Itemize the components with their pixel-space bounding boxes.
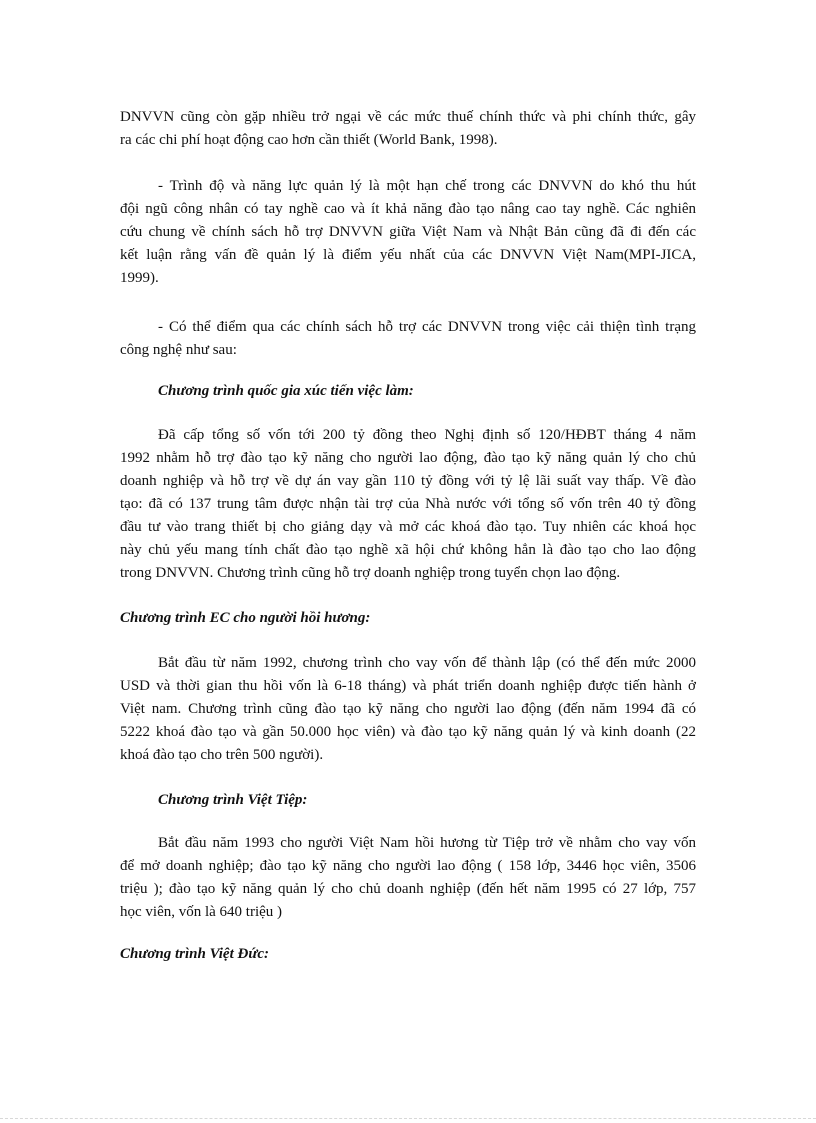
text-line: Việt nam. Chương trình cũng đào tạo kỹ năng cho người lao động (đến năm 1994 đã có	[120, 701, 696, 717]
text-line: DNVVN cũng còn gặp nhiều trở ngại về các mức thuế chính thức và phi chính thức, gây	[120, 109, 696, 125]
text-line: trong DNVVN. Chương trình cũng hỗ trợ doanh nghiệp trong tuyển chọn lao động.	[120, 565, 621, 581]
paragraph-support-policies	[120, 316, 696, 362]
text-line: ra các chi phí hoạt động cao hơn cần thiết (World Bank, 1998).	[120, 132, 498, 148]
text-line: Đã cấp tổng số vốn tới 200 tỷ đồng theo Nghị định số 120/HĐBT tháng 4 năm	[158, 427, 696, 443]
text-line: kết luận rằng vấn đề quản lý là điểm yếu nhất của các DNVVN Việt Nam(MPI-JICA,	[120, 247, 696, 263]
text-line: USD và thời gian thu hồi vốn là 6-18 tháng) và phát triển doanh nghiệp được tiến hành ở	[120, 678, 696, 694]
paragraph-national-employment	[120, 424, 696, 585]
paragraph-tax-obstacles	[120, 106, 696, 152]
text-line: tạo: đã có 137 trung tâm được nhận tài trợ của Nhà nước với tổng số vốn trên 40 tỷ đồng	[120, 496, 696, 512]
text-line: 5222 khoá đào tạo và gần 50.000 học viên) và đào tạo kỹ năng quản lý và kinh doanh (22	[120, 724, 696, 740]
text-line: - Có thể điểm qua các chính sách hỗ trợ các DNVVN trong việc cải thiện tình trạng	[158, 319, 696, 335]
text-line: Bắt đầu năm 1993 cho người Việt Nam hồi hương từ Tiệp trở về nhằm cho vay vốn	[158, 835, 696, 851]
text-line: Bắt đầu từ năm 1992, chương trình cho vay vốn để thành lập (có thể đến mức 2000	[158, 655, 696, 671]
text-line: khoá đào tạo cho trên 500 người).	[120, 747, 324, 763]
text-line: để mở doanh nghiệp; đào tạo kỹ năng cho người lao động ( 158 lớp, 3446 học viên, 3506	[120, 858, 696, 874]
section-heading-national-employment: Chương trình quốc gia xúc tiến việc làm:	[158, 383, 414, 399]
text-line: doanh nghiệp và hỗ trợ về dự án vay gần 110 tỷ đồng với tỷ lệ lãi suất vay thấp. Về đào	[120, 473, 696, 489]
section-heading-viet-duc: Chương trình Việt Đức:	[120, 946, 269, 962]
text-line: này chủ yếu mang tính chất đào tạo nghề xã hội chứ không hẳn là đào tạo cho lao động	[120, 542, 696, 558]
text-line: 1999).	[120, 270, 159, 286]
text-line: 1992 nhằm hỗ trợ đào tạo kỹ năng cho người lao động, đào tạo kỹ năng quản lý cho chủ	[120, 450, 696, 466]
text-line: đội ngũ công nhân có tay nghề cao và ít khả năng đào tạo nâng cao tay nghề. Các nghiên	[120, 201, 696, 217]
text-line: - Trình độ và năng lực quản lý là một hạn chế trong các DNVVN do khó thu hút	[158, 178, 696, 194]
paragraph-viet-tiep	[120, 832, 696, 924]
page-bottom-divider	[0, 1118, 816, 1119]
paragraph-ec-returnees	[120, 652, 696, 767]
text-line: cứu chung về chính sách hỗ trợ DNVVN giữa Việt Nam và Nhật Bản cũng đã đi đến các	[120, 224, 696, 240]
text-line: triệu ); đào tạo kỹ năng quản lý cho chủ doanh nghiệp (đến hết năm 1995 có 27 lớp, 757	[120, 881, 696, 897]
section-heading-ec-returnees: Chương trình EC cho người hồi hương:	[120, 610, 371, 626]
paragraph-management-capacity	[120, 175, 696, 290]
section-heading-viet-tiep: Chương trình Việt Tiệp:	[158, 792, 308, 808]
text-line: học viên, vốn là 640 triệu )	[120, 904, 283, 920]
text-line: công nghệ như sau:	[120, 342, 237, 358]
text-line: đầu tư vào trang thiết bị cho giảng dạy và mở các khoá đào tạo. Tuy nhiên các khoá học	[120, 519, 696, 535]
